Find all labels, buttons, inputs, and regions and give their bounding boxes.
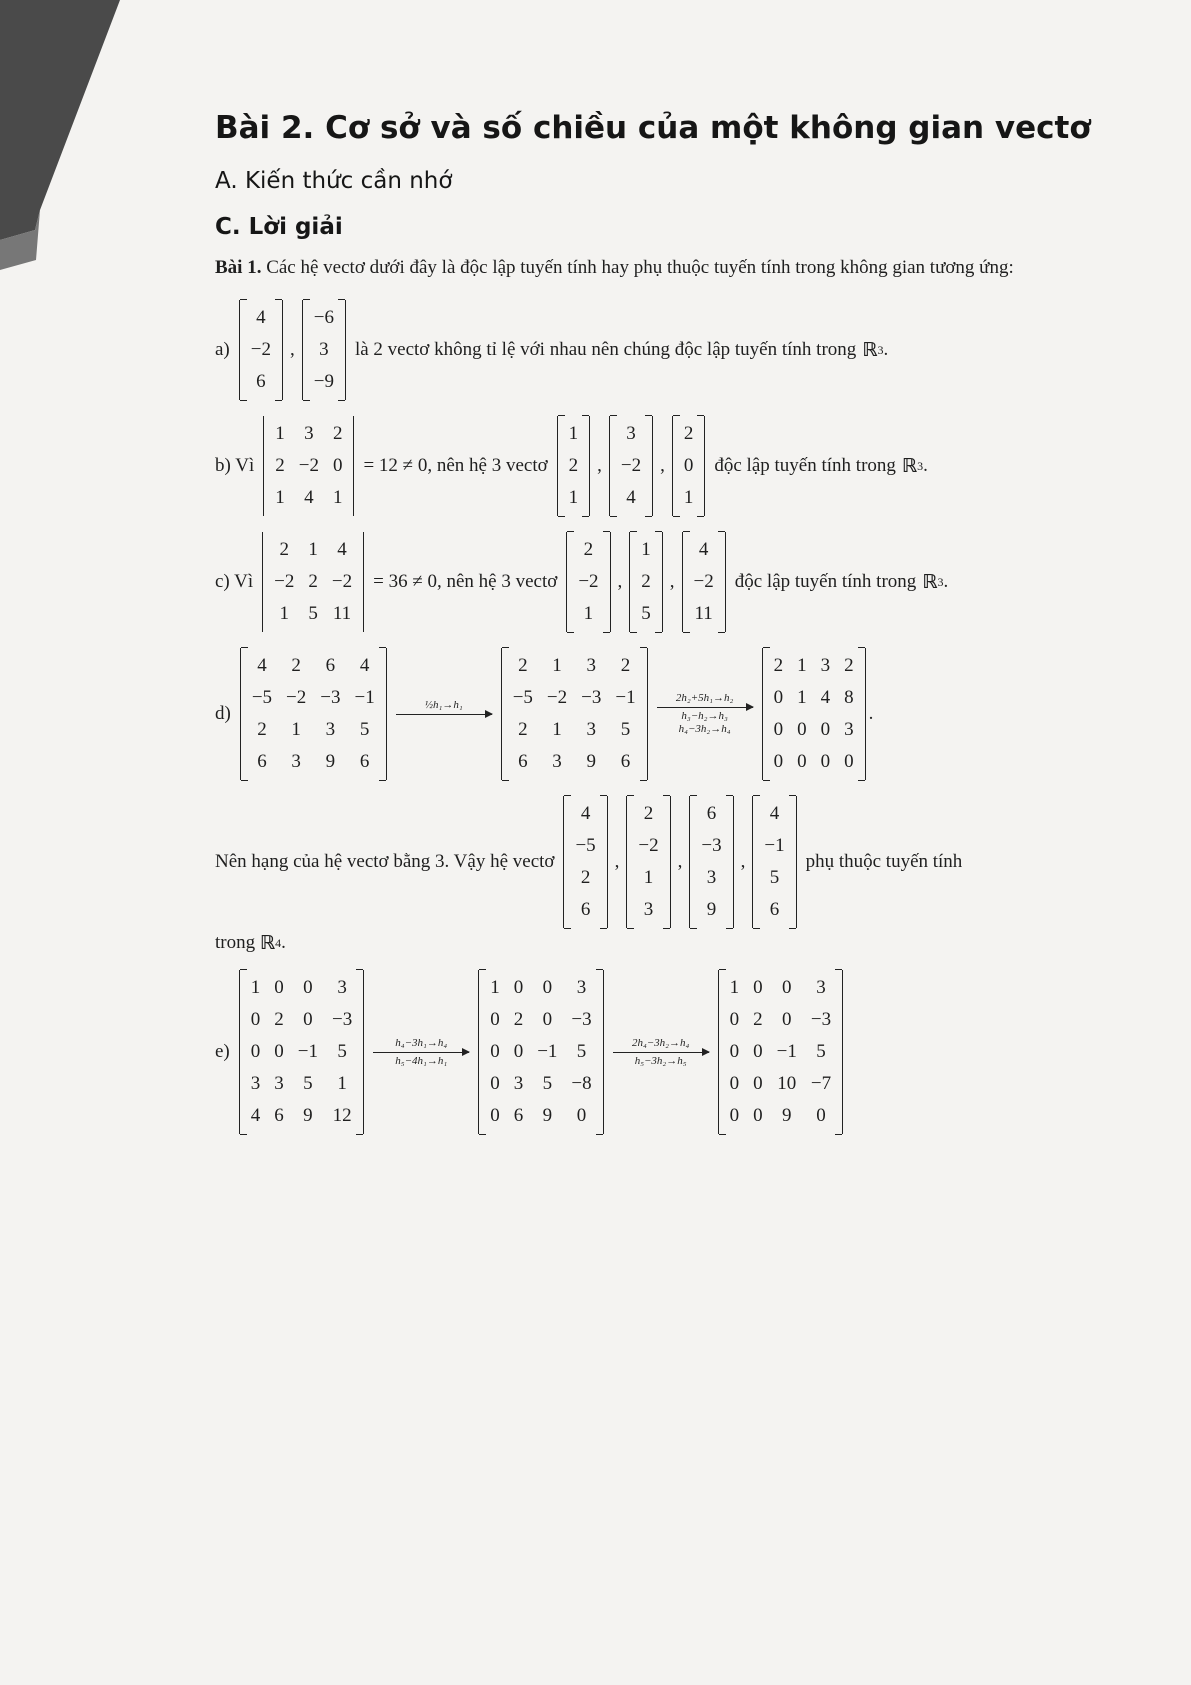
determinant	[263, 416, 354, 516]
part-b-text: độc lập tuyến tính trong	[714, 455, 896, 476]
exercise-label: Bài 1.	[215, 257, 262, 278]
matrix-entry: 1	[552, 719, 562, 740]
matrix-entry: 0	[773, 719, 784, 740]
matrix-entry: 2	[641, 571, 651, 592]
matrix-entry: 4	[257, 655, 267, 676]
matrix-entry: 1	[568, 487, 579, 508]
matrix-entry: 1	[683, 487, 694, 508]
dimension-exponent: 3	[917, 458, 924, 473]
vector	[609, 416, 653, 516]
matrix-entry: 3	[337, 977, 347, 998]
matrix-entry: 6	[257, 751, 267, 772]
part-c-text: độc lập tuyến tính trong	[734, 571, 917, 592]
matrix-entry: −8	[571, 1073, 592, 1094]
matrix-entry: 3	[325, 719, 336, 740]
part-b: b) Vì 1 3 2 2 −2 0 1 4 1 = 12 ≠ 0, nên hệ 3 vectơ 1 2 1 , 3 −2 4 , 2 0 1 độc lập tuyến tính trong ℝ 3 .	[215, 416, 1095, 516]
matrix-entry: 2	[275, 455, 285, 476]
matrix-entry: 0	[773, 751, 784, 772]
matrix-entry: 6	[769, 899, 780, 920]
matrix	[240, 648, 387, 780]
matrix-entry: −5	[512, 687, 533, 708]
matrix	[762, 648, 866, 780]
matrix-entry: 4	[626, 487, 636, 508]
matrix-entry: 4	[337, 539, 347, 560]
vector	[672, 416, 706, 516]
conclusion-text-end: phụ thuộc tuyến tính	[805, 851, 963, 872]
matrix-entry: 3	[820, 655, 831, 676]
matrix-entry: 3	[513, 1073, 524, 1094]
matrix-entry: 3	[586, 655, 596, 676]
matrix-entry: 1	[308, 539, 318, 560]
exercise-text: Các hệ vectơ dưới đây là độc lập tuyến tính hay phụ thuộc tuyến tính trong không gian tương ứng:	[266, 257, 1014, 278]
matrix-entry: 0	[303, 977, 313, 998]
matrix-entry: 2	[683, 423, 694, 444]
matrix-entry: 0	[250, 1041, 261, 1062]
matrix-entry: 5	[769, 867, 780, 888]
matrix-entry: −3	[581, 687, 602, 708]
vector	[682, 532, 726, 632]
row-operation-label: 2h₄−3h₂→h₄	[631, 1036, 690, 1049]
matrix-entry: 0	[490, 1009, 500, 1030]
matrix-entry: 1	[552, 655, 562, 676]
matrix-entry: −1	[354, 687, 375, 708]
vector	[302, 300, 346, 400]
matrix-entry: 6	[706, 803, 717, 824]
matrix-entry: 0	[250, 1009, 261, 1030]
document-page	[215, 110, 1095, 1150]
matrix-entry: −3	[331, 1009, 353, 1030]
matrix-entry: 0	[274, 1041, 284, 1062]
matrix-entry: −1	[776, 1041, 797, 1062]
matrix-entry: 3	[319, 339, 329, 360]
matrix-entry: 1	[797, 687, 807, 708]
period: .	[923, 455, 928, 476]
matrix-entry: 5	[641, 603, 651, 624]
matrix-entry: 5	[816, 1041, 826, 1062]
matrix-entry: −3	[810, 1009, 832, 1030]
matrix-entry: 9	[325, 751, 336, 772]
matrix-entry: −5	[575, 835, 596, 856]
matrix-entry: 6	[580, 899, 591, 920]
matrix-entry: 2	[580, 867, 591, 888]
period: .	[943, 571, 949, 592]
period: .	[883, 339, 889, 360]
matrix-entry: −2	[274, 571, 295, 592]
matrix-entry: 0	[797, 719, 807, 740]
matrix-entry: 3	[576, 977, 587, 998]
matrix-entry: 0	[782, 977, 792, 998]
part-d	[215, 648, 1095, 780]
row-operation-label: 2h₂+5h₁→h₂	[675, 692, 734, 704]
part-d-space	[215, 932, 1095, 954]
matrix-entry: 0	[542, 977, 553, 998]
matrix-entry: 10	[777, 1073, 797, 1094]
exercise-intro	[215, 254, 1095, 282]
matrix-entry: 2	[308, 571, 318, 592]
matrix-entry: 3	[304, 423, 314, 444]
page-title: Bài 2. Cơ sở và số chiều của một không gian vectơ	[215, 110, 1091, 146]
vector	[563, 796, 607, 928]
matrix-entry: 2	[583, 539, 594, 560]
dimension-exponent: 3	[937, 574, 944, 589]
arrow-line	[373, 1052, 469, 1053]
matrix-entry: 5	[337, 1041, 347, 1062]
matrix-entry: 6	[256, 371, 266, 392]
matrix-entry: 3	[552, 751, 562, 772]
matrix-entry: −1	[537, 1041, 558, 1062]
matrix-entry: −1	[764, 835, 785, 856]
matrix-entry: 6	[620, 751, 631, 772]
matrix-entry: 0	[274, 977, 284, 998]
vector	[566, 532, 610, 632]
part-a-text: là 2 vectơ không tỉ lệ với nhau nên chúng độc lập tuyến tính trong	[354, 339, 857, 360]
part-d-conclusion: Nên hạng của hệ vectơ bằng 3. Vậy hệ vectơ 4 −5 2 6 , 2 −2 1 3 , 6 −3 3 9 , 4 −1 5 6 phụ thuộc tuyến tính	[215, 796, 1095, 928]
matrix-entry: 3	[626, 423, 636, 444]
row-operation-arrow	[613, 1037, 709, 1068]
matrix-entry: 2	[257, 719, 267, 740]
matrix	[718, 970, 843, 1134]
matrix-entry: 2	[291, 655, 301, 676]
matrix-entry: −2	[286, 687, 307, 708]
real-space-symbol: ℝ	[259, 932, 276, 954]
vector	[557, 416, 591, 516]
vector	[689, 796, 733, 928]
matrix-entry: 2	[753, 1009, 763, 1030]
matrix-entry: 3	[586, 719, 596, 740]
part-e	[215, 970, 1095, 1134]
part-e-label: e)	[215, 1041, 230, 1062]
row-operation-label: ½h₁→h₁	[424, 698, 463, 711]
matrix-entry: 3	[816, 977, 826, 998]
matrix-entry: 9	[782, 1105, 792, 1126]
matrix-entry: 2	[274, 1009, 284, 1030]
section-a-heading: A. Kiến thức cần nhớ	[215, 168, 453, 194]
vector	[629, 532, 663, 632]
matrix-entry: 2	[332, 423, 343, 444]
matrix-entry: −3	[571, 1009, 592, 1030]
period: .	[281, 932, 286, 953]
matrix-entry: −9	[313, 371, 334, 392]
matrix-entry: 0	[542, 1009, 553, 1030]
matrix-entry: 0	[844, 751, 854, 772]
matrix-entry: 5	[303, 1073, 313, 1094]
matrix-entry: 4	[359, 655, 370, 676]
part-d-label: d)	[215, 703, 231, 724]
matrix-entry: 8	[844, 687, 854, 708]
matrix-entry: 4	[256, 307, 266, 328]
matrix-entry: 4	[250, 1105, 261, 1126]
matrix-entry: 1	[332, 487, 343, 508]
matrix	[478, 970, 603, 1134]
dimension-exponent: 3	[877, 342, 884, 357]
matrix-entry: −2	[298, 455, 319, 476]
section-c-heading: C. Lời giải	[215, 214, 343, 240]
matrix-entry: 3	[706, 867, 717, 888]
matrix-entry: 12	[332, 1105, 352, 1126]
arrow-line	[657, 707, 753, 708]
matrix-entry: −2	[578, 571, 599, 592]
matrix-entry: −2	[331, 571, 353, 592]
matrix-entry: 0	[729, 1073, 740, 1094]
matrix-entry: −1	[297, 1041, 318, 1062]
matrix-entry: 1	[641, 539, 651, 560]
row-operation-label: h₅−3h₂→h₅	[634, 1054, 687, 1067]
matrix-entry: 0	[576, 1105, 587, 1126]
matrix-entry: 4	[580, 803, 591, 824]
real-space-symbol: ℝ	[862, 339, 878, 361]
part-a-label: a)	[215, 339, 230, 360]
dimension-exponent: 4	[275, 935, 282, 950]
matrix-entry: 9	[586, 751, 596, 772]
matrix-entry: 1	[279, 603, 290, 624]
matrix-entry: 2	[518, 655, 528, 676]
matrix-entry: 2	[279, 539, 290, 560]
matrix-entry: 3	[274, 1073, 284, 1094]
matrix-entry: 5	[620, 719, 631, 740]
matrix-entry: 4	[698, 539, 709, 560]
matrix-entry: 0	[729, 1105, 740, 1126]
matrix-entry: 9	[706, 899, 717, 920]
real-space-symbol: ℝ	[922, 571, 938, 593]
matrix-entry: 2	[518, 719, 528, 740]
matrix-entry: 1	[490, 977, 500, 998]
matrix-entry: 0	[303, 1009, 313, 1030]
vector	[626, 796, 670, 928]
part-a: a) 4 −2 6 , −6 3 −9 là 2 vectơ không tỉ lệ với nhau nên chúng độc lập tuyến tính trong ℝ 3 .	[215, 300, 1095, 400]
matrix-entry: 2	[844, 655, 854, 676]
matrix-entry: 0	[729, 1041, 740, 1062]
matrix-entry: 1	[797, 655, 807, 676]
matrix-entry: 5	[359, 719, 370, 740]
matrix-entry: 1	[250, 977, 261, 998]
matrix-entry: 5	[308, 603, 318, 624]
matrix-entry: 5	[576, 1041, 587, 1062]
matrix-entry: 6	[274, 1105, 284, 1126]
determinant-result: = 12 ≠ 0, nên hệ 3 vectơ	[363, 455, 548, 476]
matrix-entry: −2	[546, 687, 568, 708]
matrix-entry: −5	[251, 687, 273, 708]
matrix-entry: 2	[568, 455, 579, 476]
matrix-entry: 3	[250, 1073, 261, 1094]
row-operation-label: h₃−h₂→h₃	[681, 710, 728, 722]
matrix-entry: 9	[303, 1105, 313, 1126]
matrix-entry: 0	[753, 977, 763, 998]
matrix-entry: 6	[518, 751, 528, 772]
matrix-entry: 0	[753, 1105, 763, 1126]
matrix-entry: 0	[490, 1041, 500, 1062]
vector	[239, 300, 283, 400]
matrix-entry: −2	[693, 571, 714, 592]
matrix-entry: 1	[643, 867, 654, 888]
matrix-entry: 0	[753, 1073, 763, 1094]
matrix-entry: 4	[769, 803, 780, 824]
matrix-entry: −3	[701, 835, 722, 856]
real-space-symbol: ℝ	[901, 455, 918, 477]
matrix-entry: 6	[359, 751, 370, 772]
conclusion-text: Nên hạng của hệ vectơ bằng 3. Vậy hệ vectơ	[215, 851, 555, 872]
row-operation-label: h₄−3h₁→h₄	[395, 1036, 448, 1049]
row-operation-arrow	[657, 692, 753, 736]
matrix-entry: 0	[782, 1009, 792, 1030]
matrix-entry: 2	[513, 1009, 524, 1030]
matrix-entry: 0	[773, 687, 784, 708]
matrix-entry: 1	[568, 423, 579, 444]
matrix-entry: 0	[753, 1041, 763, 1062]
row-operation-arrow	[373, 1037, 469, 1068]
matrix-entry: 6	[513, 1105, 524, 1126]
matrix	[501, 648, 648, 780]
vector	[752, 796, 796, 928]
row-operation-label: h₄−3h₂→h₄	[678, 723, 731, 735]
matrix-entry: 3	[643, 899, 654, 920]
matrix-entry: 0	[797, 751, 807, 772]
determinant	[262, 532, 364, 632]
matrix-entry: 1	[291, 719, 301, 740]
matrix-entry: 1	[337, 1073, 347, 1094]
matrix-entry: 11	[694, 603, 713, 624]
matrix-entry: −3	[320, 687, 341, 708]
matrix-entry: −1	[615, 687, 636, 708]
matrix-entry: 0	[820, 719, 831, 740]
matrix-entry: 5	[542, 1073, 553, 1094]
matrix-entry: 0	[332, 455, 343, 476]
matrix-entry: 0	[513, 1041, 524, 1062]
matrix-entry: 0	[490, 1073, 500, 1094]
matrix-entry: 2	[643, 803, 654, 824]
matrix-entry: 4	[820, 687, 831, 708]
row-operation-label: h₅−4h₁→h₁	[395, 1054, 448, 1067]
matrix-entry: 11	[332, 603, 352, 624]
matrix-entry: −6	[313, 307, 334, 328]
matrix-entry: 1	[583, 603, 594, 624]
matrix-entry: 0	[729, 1009, 740, 1030]
matrix-entry: 3	[844, 719, 854, 740]
arrow-line	[396, 714, 492, 715]
part-c: c) Vì 2 1 4 −2 2 −2 1 5 11 = 36 ≠ 0, nên hệ 3 vectơ 2 −2 1 , 1 2 5 , 4 −2 11 độc lập tuyến tính trong ℝ 3 .	[215, 532, 1095, 632]
row-operation-arrow	[396, 699, 492, 730]
matrix-entry: 4	[304, 487, 314, 508]
matrix-entry: 1	[729, 977, 740, 998]
matrix-entry: 2	[620, 655, 631, 676]
matrix-entry: 0	[683, 455, 694, 476]
matrix-entry: 0	[490, 1105, 500, 1126]
matrix-entry: −2	[250, 339, 271, 360]
matrix-entry: 6	[325, 655, 336, 676]
matrix	[239, 970, 364, 1134]
part-b-label: b) Vì	[215, 455, 255, 476]
part-c-label: c) Vì	[215, 571, 254, 592]
matrix-entry: −2	[638, 835, 659, 856]
period: .	[868, 703, 874, 724]
matrix-entry: 9	[542, 1105, 553, 1126]
trong-text: trong	[215, 932, 256, 953]
matrix-entry: 3	[291, 751, 301, 772]
matrix-entry: 0	[513, 977, 524, 998]
matrix-entry: −7	[810, 1073, 832, 1094]
matrix-entry: 2	[773, 655, 784, 676]
matrix-entry: 1	[275, 423, 285, 444]
matrix-entry: −2	[620, 455, 642, 476]
arrow-line	[613, 1052, 709, 1053]
determinant-result: = 36 ≠ 0, nên hệ 3 vectơ	[373, 571, 558, 592]
matrix-entry: 1	[275, 487, 285, 508]
matrix-entry: 0	[816, 1105, 826, 1126]
matrix-entry: 0	[820, 751, 831, 772]
